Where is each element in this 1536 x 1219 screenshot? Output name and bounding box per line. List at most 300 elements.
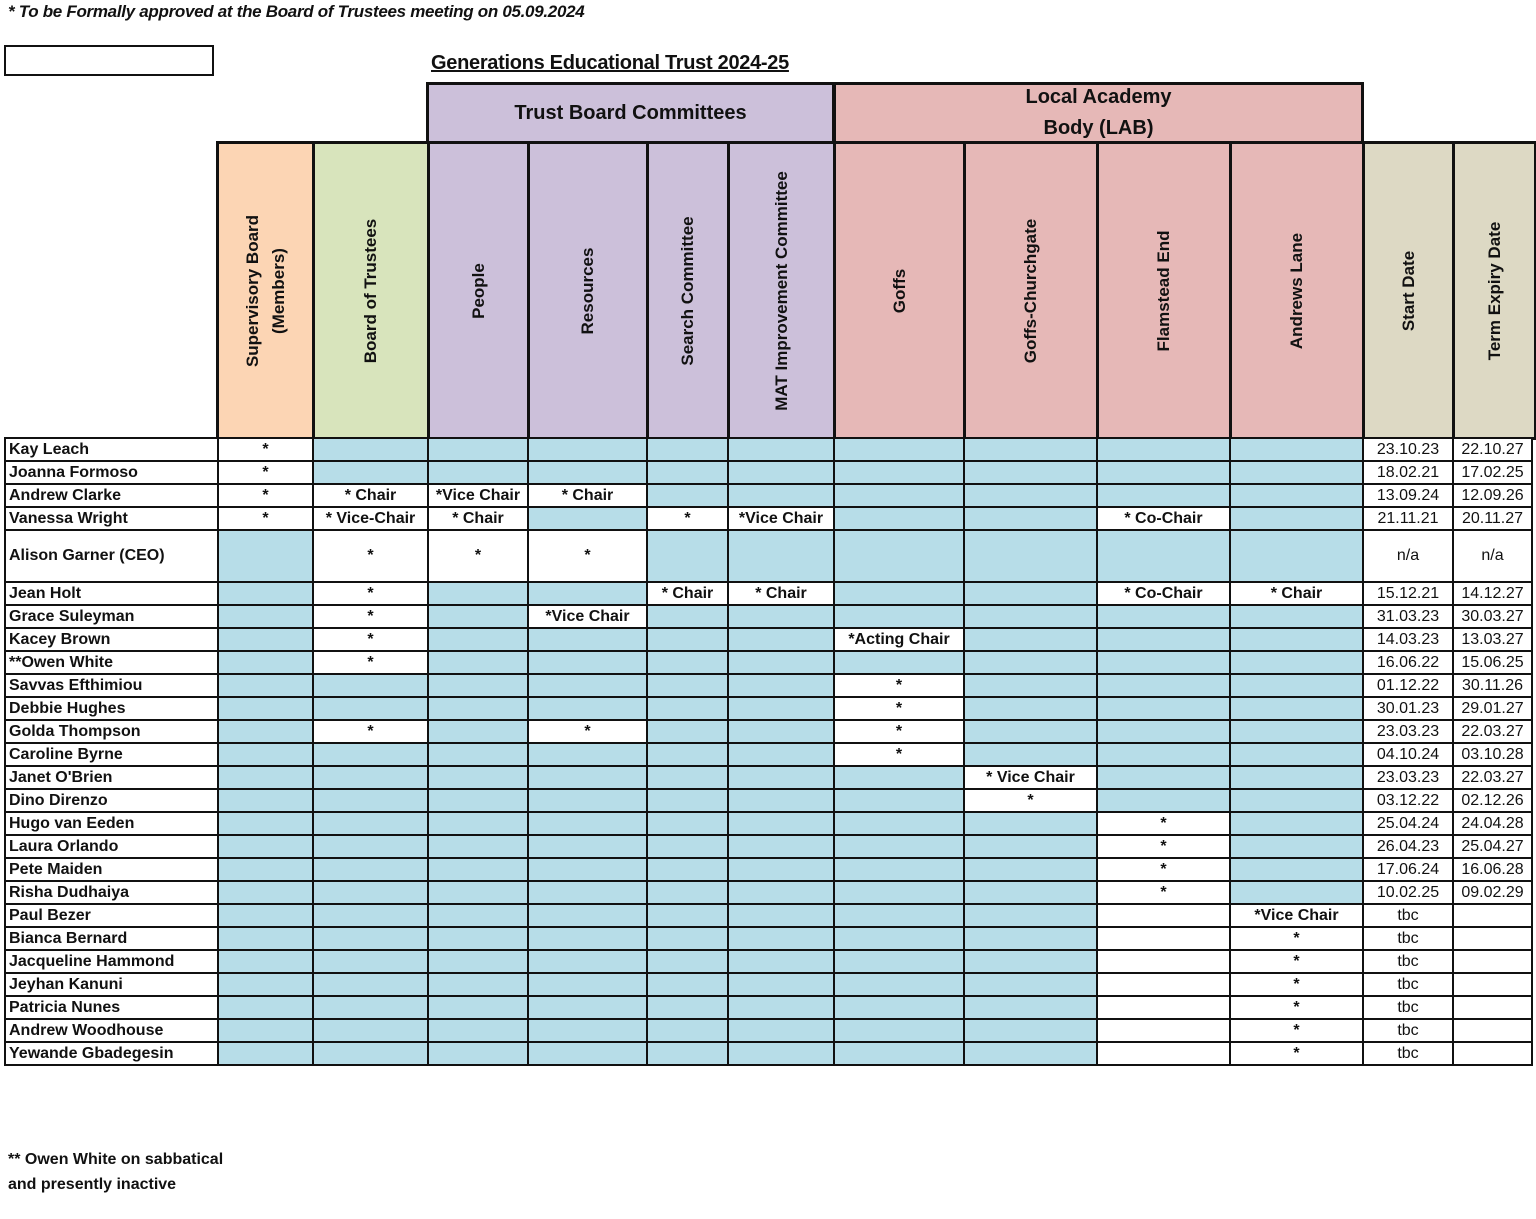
start-date-cell: 31.03.23 — [1363, 605, 1453, 628]
role-cell: * — [1097, 835, 1230, 858]
role-cell — [647, 1019, 728, 1042]
role-cell — [218, 904, 313, 927]
role-cell — [428, 582, 528, 605]
role-cell — [528, 651, 647, 674]
role-cell — [728, 438, 834, 461]
role-cell: * — [313, 628, 428, 651]
start-date-cell: 13.09.24 — [1363, 484, 1453, 507]
role-cell — [1097, 484, 1230, 507]
role-cell — [313, 904, 428, 927]
start-date-cell: 18.02.21 — [1363, 461, 1453, 484]
col-header-supervisory-board — [219, 144, 315, 437]
role-cell — [528, 1042, 647, 1065]
role-cell: * — [1230, 927, 1363, 950]
role-cell — [428, 789, 528, 812]
role-cell — [528, 1019, 647, 1042]
role-cell — [647, 766, 728, 789]
member-name: Alison Garner (CEO) — [5, 530, 218, 582]
role-cell: * Chair — [647, 582, 728, 605]
role-cell — [964, 904, 1097, 927]
start-date-cell: 04.10.24 — [1363, 743, 1453, 766]
col-header-flamstead-end — [1099, 144, 1232, 437]
role-cell: * — [218, 484, 313, 507]
start-date-cell: tbc — [1363, 1019, 1453, 1042]
group-header-local-academy-body — [833, 82, 1364, 144]
expiry-date-cell: 12.09.26 — [1453, 484, 1532, 507]
role-cell — [647, 812, 728, 835]
role-cell: * — [964, 789, 1097, 812]
member-name: Kacey Brown — [5, 628, 218, 651]
role-cell — [647, 651, 728, 674]
role-cell — [728, 973, 834, 996]
role-cell — [834, 507, 964, 530]
start-date-cell: 23.03.23 — [1363, 766, 1453, 789]
member-name: Jeyhan Kanuni — [5, 973, 218, 996]
role-cell — [834, 973, 964, 996]
col-label: Search Committee — [678, 215, 697, 366]
role-cell: * Chair — [728, 582, 834, 605]
table-row — [5, 720, 1532, 743]
role-cell — [834, 530, 964, 582]
role-cell: * — [834, 697, 964, 720]
role-cell — [218, 582, 313, 605]
role-cell: * Chair — [1230, 582, 1363, 605]
role-cell — [1230, 461, 1363, 484]
role-cell — [218, 766, 313, 789]
member-name: Andrew Woodhouse — [5, 1019, 218, 1042]
start-date-cell: 14.03.23 — [1363, 628, 1453, 651]
role-cell — [1230, 858, 1363, 881]
col-label: (Members) — [268, 247, 288, 334]
role-cell — [428, 697, 528, 720]
start-date-cell: 15.12.21 — [1363, 582, 1453, 605]
table-row — [5, 674, 1532, 697]
role-cell — [528, 812, 647, 835]
member-name: Paul Bezer — [5, 904, 218, 927]
role-cell — [834, 484, 964, 507]
role-cell: * — [1230, 996, 1363, 1019]
role-cell — [528, 973, 647, 996]
role-cell — [428, 996, 528, 1019]
role-cell — [647, 950, 728, 973]
role-cell — [728, 996, 834, 1019]
col-label: Andrews Lane — [1287, 232, 1306, 349]
col-label: Start Date — [1398, 250, 1418, 331]
role-cell — [964, 996, 1097, 1019]
col-header-board-of-trustees — [315, 144, 430, 437]
role-cell — [834, 461, 964, 484]
start-date-cell: tbc — [1363, 950, 1453, 973]
role-cell — [218, 927, 313, 950]
expiry-date-cell: 03.10.28 — [1453, 743, 1532, 766]
expiry-date-cell: 30.11.26 — [1453, 674, 1532, 697]
role-cell — [428, 605, 528, 628]
role-cell — [834, 789, 964, 812]
role-cell — [647, 484, 728, 507]
col-header-start-date — [1365, 144, 1455, 437]
role-cell — [218, 858, 313, 881]
role-cell — [528, 858, 647, 881]
role-cell — [1097, 461, 1230, 484]
role-cell — [1230, 812, 1363, 835]
start-date-cell: 23.03.23 — [1363, 720, 1453, 743]
role-cell — [964, 812, 1097, 835]
role-cell — [528, 438, 647, 461]
role-cell — [428, 743, 528, 766]
role-cell — [218, 881, 313, 904]
role-cell — [728, 461, 834, 484]
role-cell — [964, 582, 1097, 605]
role-cell — [964, 697, 1097, 720]
role-cell — [218, 720, 313, 743]
role-cell — [834, 881, 964, 904]
blank-input-box — [4, 45, 214, 76]
role-cell — [1230, 484, 1363, 507]
col-label: People — [468, 262, 488, 319]
role-cell — [313, 881, 428, 904]
role-cell — [647, 904, 728, 927]
member-name: Joanna Formoso — [5, 461, 218, 484]
table-row — [5, 881, 1532, 904]
role-cell — [428, 461, 528, 484]
role-cell — [428, 881, 528, 904]
start-date-cell: 23.10.23 — [1363, 438, 1453, 461]
expiry-date-cell: 29.01.27 — [1453, 697, 1532, 720]
role-cell: *Vice Chair — [728, 507, 834, 530]
role-cell — [1097, 904, 1230, 927]
role-cell — [647, 720, 728, 743]
role-cell — [647, 530, 728, 582]
member-name: Savvas Efthimiou — [5, 674, 218, 697]
role-cell — [313, 996, 428, 1019]
expiry-date-cell: 13.03.27 — [1453, 628, 1532, 651]
role-cell — [528, 789, 647, 812]
role-cell — [964, 927, 1097, 950]
expiry-date-cell — [1453, 973, 1532, 996]
role-cell — [528, 507, 647, 530]
role-cell — [728, 605, 834, 628]
role-cell — [964, 881, 1097, 904]
role-cell — [728, 789, 834, 812]
role-cell — [428, 973, 528, 996]
member-name: Risha Dudhaiya — [5, 881, 218, 904]
role-cell — [834, 438, 964, 461]
role-cell: * — [1230, 973, 1363, 996]
role-cell — [834, 812, 964, 835]
role-cell — [428, 628, 528, 651]
role-cell — [218, 812, 313, 835]
role-cell — [647, 605, 728, 628]
role-cell: * Vice Chair — [964, 766, 1097, 789]
role-cell: * — [834, 674, 964, 697]
role-cell — [428, 651, 528, 674]
role-cell — [428, 1042, 528, 1065]
role-cell — [728, 904, 834, 927]
role-cell — [728, 651, 834, 674]
expiry-date-cell: 09.02.29 — [1453, 881, 1532, 904]
role-cell — [647, 674, 728, 697]
col-label: Goffs-Churchgate — [1021, 218, 1040, 363]
role-cell — [1097, 651, 1230, 674]
table-row — [5, 651, 1532, 674]
role-cell — [728, 1019, 834, 1042]
role-cell — [964, 628, 1097, 651]
table-row — [5, 812, 1532, 835]
role-cell — [834, 835, 964, 858]
start-date-cell: 16.06.22 — [1363, 651, 1453, 674]
role-cell — [1230, 628, 1363, 651]
role-cell — [728, 812, 834, 835]
expiry-date-cell — [1453, 996, 1532, 1019]
role-cell — [528, 697, 647, 720]
role-cell — [1230, 697, 1363, 720]
role-cell — [313, 697, 428, 720]
col-label: Board of Trustees — [361, 218, 380, 363]
role-cell — [428, 438, 528, 461]
role-cell — [528, 835, 647, 858]
role-cell — [218, 651, 313, 674]
role-cell — [1097, 973, 1230, 996]
member-name: **Owen White — [5, 651, 218, 674]
role-cell — [428, 950, 528, 973]
role-cell — [313, 789, 428, 812]
member-name: Grace Suleyman — [5, 605, 218, 628]
role-cell — [218, 950, 313, 973]
role-cell: * — [428, 530, 528, 582]
role-cell — [313, 1042, 428, 1065]
member-name: Hugo van Eeden — [5, 812, 218, 835]
table-row — [5, 530, 1532, 582]
expiry-date-cell: 22.03.27 — [1453, 720, 1532, 743]
role-cell — [964, 835, 1097, 858]
role-cell — [964, 507, 1097, 530]
member-name: Pete Maiden — [5, 858, 218, 881]
role-cell — [428, 835, 528, 858]
member-name: Laura Orlando — [5, 835, 218, 858]
role-cell — [313, 812, 428, 835]
start-date-cell: tbc — [1363, 1042, 1453, 1065]
role-cell — [528, 927, 647, 950]
role-cell — [964, 1019, 1097, 1042]
role-cell — [218, 973, 313, 996]
role-cell — [1097, 1019, 1230, 1042]
role-cell — [1097, 927, 1230, 950]
role-cell — [528, 461, 647, 484]
role-cell — [218, 1042, 313, 1065]
role-cell — [647, 461, 728, 484]
role-cell — [728, 674, 834, 697]
start-date-cell: 25.04.24 — [1363, 812, 1453, 835]
start-date-cell: 01.12.22 — [1363, 674, 1453, 697]
role-cell — [964, 950, 1097, 973]
expiry-date-cell: 16.06.28 — [1453, 858, 1532, 881]
role-cell — [964, 605, 1097, 628]
role-cell — [834, 582, 964, 605]
role-cell — [1230, 674, 1363, 697]
role-cell — [313, 1019, 428, 1042]
role-cell — [834, 766, 964, 789]
role-cell — [313, 835, 428, 858]
col-label: Supervisory Board — [242, 214, 262, 367]
col-label: Term Expiry Date — [1484, 221, 1504, 360]
role-cell — [1097, 789, 1230, 812]
role-cell — [1097, 674, 1230, 697]
expiry-date-cell — [1453, 904, 1532, 927]
expiry-date-cell: 25.04.27 — [1453, 835, 1532, 858]
role-cell — [964, 858, 1097, 881]
role-cell — [647, 697, 728, 720]
table-row — [5, 904, 1532, 927]
role-cell: * — [528, 530, 647, 582]
role-cell — [1097, 438, 1230, 461]
table-row — [5, 973, 1532, 996]
col-header-people — [430, 144, 530, 437]
table-row — [5, 438, 1532, 461]
role-cell — [1097, 720, 1230, 743]
role-cell: * — [313, 530, 428, 582]
role-cell — [1230, 651, 1363, 674]
role-cell — [834, 1019, 964, 1042]
role-cell — [428, 904, 528, 927]
member-name: Patricia Nunes — [5, 996, 218, 1019]
role-cell — [1230, 766, 1363, 789]
role-cell — [647, 628, 728, 651]
role-cell — [964, 530, 1097, 582]
role-cell: * — [313, 651, 428, 674]
role-cell — [428, 927, 528, 950]
table-row — [5, 858, 1532, 881]
role-cell: * — [528, 720, 647, 743]
role-cell — [218, 835, 313, 858]
expiry-date-cell: 30.03.27 — [1453, 605, 1532, 628]
group-label-line1: Local Academy — [1025, 86, 1172, 108]
member-name: Yewande Gbadegesin — [5, 1042, 218, 1065]
role-cell — [313, 950, 428, 973]
role-cell — [1097, 743, 1230, 766]
expiry-date-cell: 22.10.27 — [1453, 438, 1532, 461]
start-date-cell: 10.02.25 — [1363, 881, 1453, 904]
role-cell — [528, 582, 647, 605]
table-row — [5, 996, 1532, 1019]
role-cell — [1097, 1042, 1230, 1065]
role-cell — [1097, 950, 1230, 973]
role-cell — [834, 904, 964, 927]
table-row — [5, 697, 1532, 720]
role-cell — [528, 904, 647, 927]
role-cell — [313, 461, 428, 484]
group-header-trust-board-committees — [426, 82, 835, 144]
role-cell — [218, 674, 313, 697]
col-label: Flamstead End — [1154, 230, 1173, 351]
role-cell — [313, 674, 428, 697]
role-cell — [647, 927, 728, 950]
role-cell — [1230, 438, 1363, 461]
role-cell — [218, 628, 313, 651]
role-cell — [964, 438, 1097, 461]
role-cell — [1230, 507, 1363, 530]
role-cell: * — [313, 582, 428, 605]
role-cell — [1097, 605, 1230, 628]
col-label: Resources — [578, 247, 597, 334]
role-cell — [1230, 835, 1363, 858]
table-row — [5, 1019, 1532, 1042]
role-cell — [728, 720, 834, 743]
expiry-date-cell: 20.11.27 — [1453, 507, 1532, 530]
role-cell: * — [834, 743, 964, 766]
role-cell: * — [218, 461, 313, 484]
role-cell: * Co-Chair — [1097, 582, 1230, 605]
role-cell — [218, 789, 313, 812]
role-cell — [428, 674, 528, 697]
member-name: Janet O'Brien — [5, 766, 218, 789]
member-name: Andrew Clarke — [5, 484, 218, 507]
table-row — [5, 461, 1532, 484]
role-cell — [728, 950, 834, 973]
role-cell — [218, 697, 313, 720]
table-row — [5, 835, 1532, 858]
role-cell — [1097, 996, 1230, 1019]
role-cell — [428, 858, 528, 881]
member-name: Debbie Hughes — [5, 697, 218, 720]
role-cell — [647, 858, 728, 881]
role-cell — [218, 996, 313, 1019]
role-cell — [528, 766, 647, 789]
role-cell — [313, 927, 428, 950]
table-row — [5, 582, 1532, 605]
role-cell — [647, 1042, 728, 1065]
col-header-goffs — [836, 144, 966, 437]
role-cell — [428, 1019, 528, 1042]
role-cell — [728, 1042, 834, 1065]
member-name: Dino Direnzo — [5, 789, 218, 812]
start-date-cell: tbc — [1363, 973, 1453, 996]
role-cell — [834, 950, 964, 973]
role-cell — [964, 1042, 1097, 1065]
role-cell — [647, 789, 728, 812]
role-cell — [964, 720, 1097, 743]
role-cell — [728, 697, 834, 720]
start-date-cell: 26.04.23 — [1363, 835, 1453, 858]
role-cell — [728, 628, 834, 651]
start-date-cell: 17.06.24 — [1363, 858, 1453, 881]
role-cell — [1097, 697, 1230, 720]
role-cell — [964, 973, 1097, 996]
role-cell — [528, 674, 647, 697]
role-cell — [528, 996, 647, 1019]
role-cell — [728, 835, 834, 858]
start-date-cell: 30.01.23 — [1363, 697, 1453, 720]
table-row — [5, 1042, 1532, 1065]
expiry-date-cell: n/a — [1453, 530, 1532, 582]
footnote: ** Owen White on sabbatical and presently inactive — [8, 1151, 224, 1193]
role-cell: * Co-Chair — [1097, 507, 1230, 530]
expiry-date-cell: 17.02.25 — [1453, 461, 1532, 484]
role-cell — [218, 530, 313, 582]
role-cell — [528, 743, 647, 766]
role-cell — [728, 484, 834, 507]
table-row — [5, 507, 1532, 530]
role-cell: * — [1097, 812, 1230, 835]
member-name: Jacqueline Hammond — [5, 950, 218, 973]
role-cell — [313, 766, 428, 789]
role-cell — [1230, 720, 1363, 743]
role-cell: * — [647, 507, 728, 530]
role-cell: *Vice Chair — [528, 605, 647, 628]
member-name: Vanessa Wright — [5, 507, 218, 530]
table-row — [5, 927, 1532, 950]
role-cell — [964, 674, 1097, 697]
role-cell — [1097, 766, 1230, 789]
